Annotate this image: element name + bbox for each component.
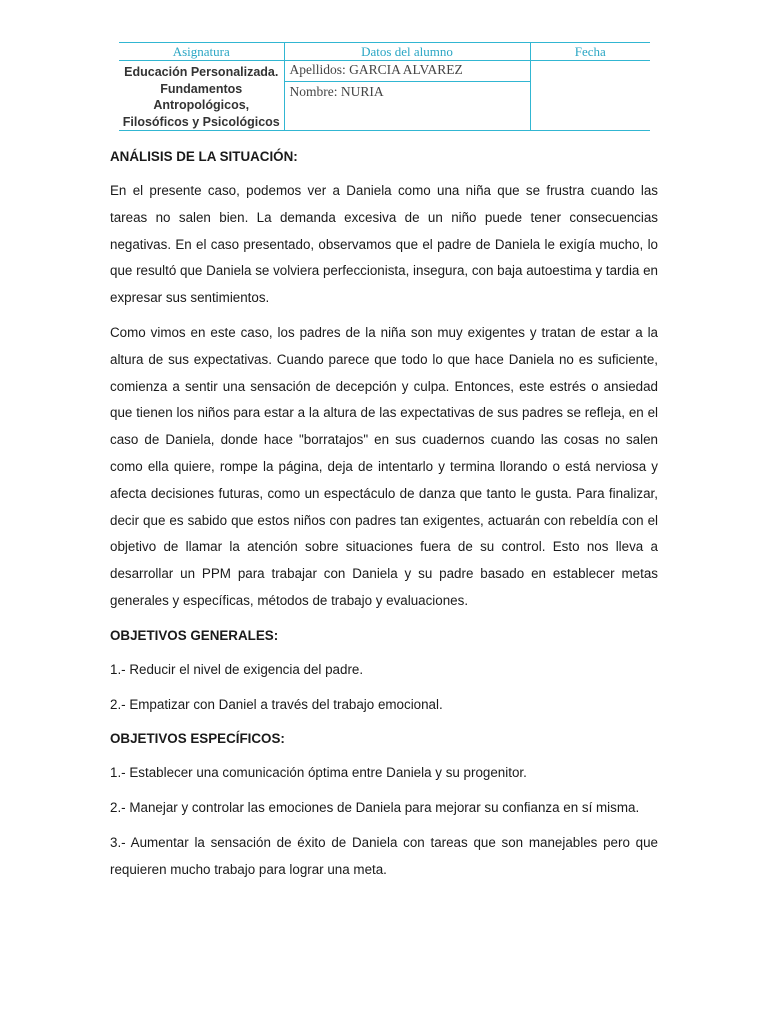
document-body <box>110 144 658 884</box>
header-table <box>119 42 650 131</box>
student-cell <box>284 61 530 131</box>
analysis-heading: ANÁLISIS DE LA SITUACIÓN: <box>110 149 298 164</box>
general-objectives-heading: OBJETIVOS GENERALES: <box>110 627 279 643</box>
specific-objectives-heading: OBJETIVOS ESPECÍFICOS: <box>110 731 285 747</box>
column-header-student: Datos del alumno <box>284 43 530 61</box>
column-header-date: Fecha <box>530 43 650 61</box>
analysis-paragraph-1: En el presente caso, podemos ver a Daniela como una niña que se frustra cuando las tareas no salen bien. La demanda excesiva de un niño puede tener consecuencias negativas. En el caso presentado, observamos que el padre de Daniela le exigía mucho, lo que resultó que Daniela se volviera perfeccionista, insegura, con baja autoestima y tardia en expresar sus sentimientos. <box>110 183 658 306</box>
specific-objective-3: 3.- Aumentar la sensación de éxito de Daniela con tareas que son manejables pero que requieren mucho trabajo para lograr una meta. <box>110 834 658 877</box>
surname-field: Apellidos: GARCIA ALVAREZ <box>285 61 530 82</box>
column-header-subject: Asignatura <box>119 43 284 61</box>
header-row <box>119 43 650 61</box>
subject-cell: Educación Personalizada. Fundamentos Antropológicos, Filosóficos y Psicológicos <box>119 61 284 131</box>
specific-objective-2: 2.- Manejar y controlar las emociones de Daniela para mejorar su confianza en sí misma. <box>110 800 640 816</box>
header-data-row <box>119 61 650 131</box>
name-field: Nombre: NURIA <box>289 84 384 99</box>
general-objective-1: 1.- Reducir el nivel de exigencia del padre. <box>110 661 364 677</box>
analysis-paragraph-2: Como vimos en este caso, los padres de la niña son muy exigentes y tratan de estar a la altura de sus expectativas. Cuando parece que todo lo que hace Daniela no es suficiente, comienza a sentir una sensación de decepción y culpa. Entonces, este estrés o ansiedad que tienen los niños para estar a la altura de las expectativas de sus padres se refleja, en el caso de Daniela, donde hace "borratajos" en sus cuadernos cuando las cosas no salen como ella quiere, rompe la página, deja de intentarlo y termina llorando o está nerviosa y afecta decisiones futuras, como un espectáculo de danza que tanto le gusta. Para finalizar, decir que es sabido que estos niños con padres tan exigentes, actuarán con rebeldía con el objetivo de llamar la atención sobre situaciones fuera de su control. Esto nos lleva a desarrollar un PPM para trabajar con Daniela y su padre basado en establecer metas generales y específicas, métodos de trabajo y evaluaciones. <box>110 324 658 608</box>
specific-objective-1: 1.- Establecer una comunicación óptima entre Daniela y su progenitor. <box>110 765 527 781</box>
general-objective-2: 2.- Empatizar con Daniel a través del trabajo emocional. <box>110 696 443 712</box>
date-cell <box>530 61 650 131</box>
